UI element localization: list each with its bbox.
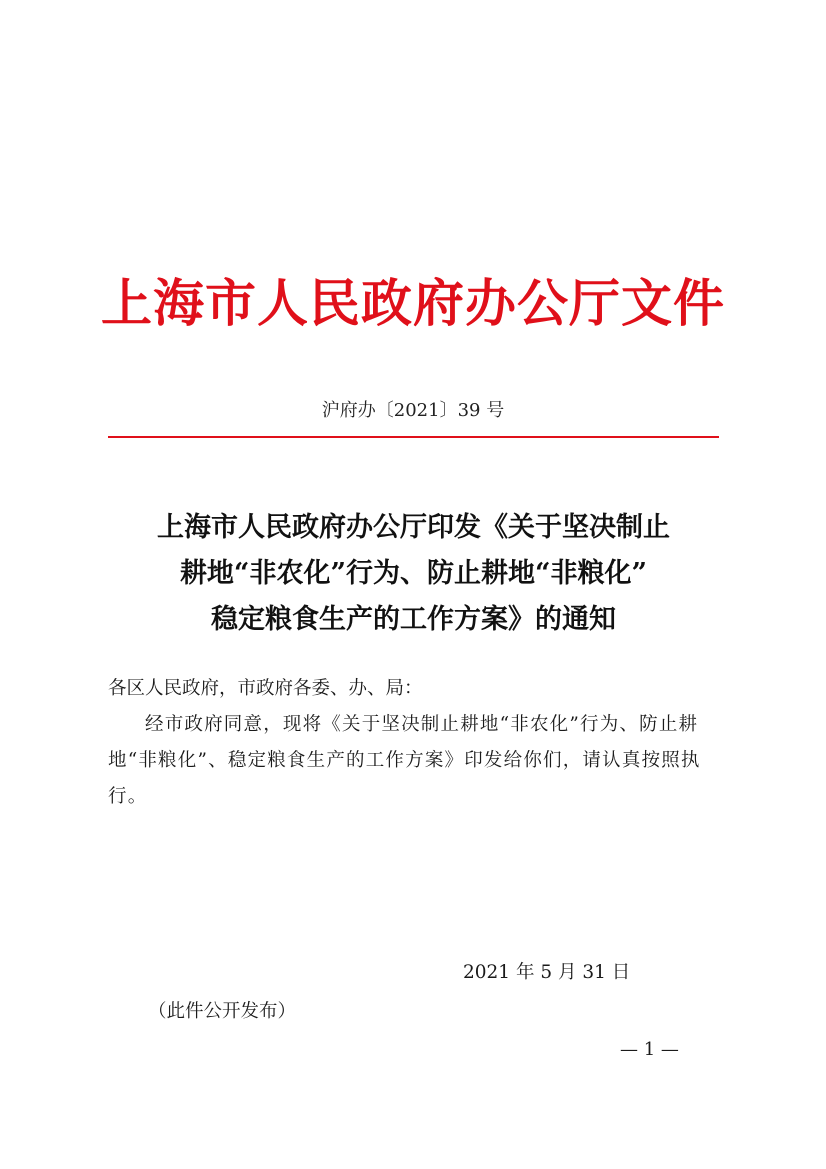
issue-date: 2021 年 5 月 31 日: [463, 962, 631, 983]
title-line-3: 稳定粮食生产的工作方案》的通知: [211, 604, 616, 635]
page-number: — 1 —: [620, 1039, 679, 1060]
body-paragraph: 经市政府同意，现将《关于坚决制止耕地“非农化”行为、防止耕地“非粮化”、稳定粮食生产的工作方案》印发给你们，请认真按照执行。: [108, 714, 701, 807]
salutation: 各区人民政府，市政府各委、办、局：: [108, 678, 423, 699]
title-line-1: 上海市人民政府办公厅印发《关于坚决制止: [157, 512, 670, 543]
document-title: [108, 505, 719, 643]
red-separator-line: [108, 436, 719, 438]
document-number: 沪府办〔2021〕39 号: [321, 400, 505, 421]
title-line-2: 耕地“非农化”行为、防止耕地“非粮化”: [179, 558, 648, 589]
publication-note: （此件公开发布）: [148, 1001, 297, 1022]
document-masthead: 上海市人民政府办公厅文件: [100, 275, 725, 334]
